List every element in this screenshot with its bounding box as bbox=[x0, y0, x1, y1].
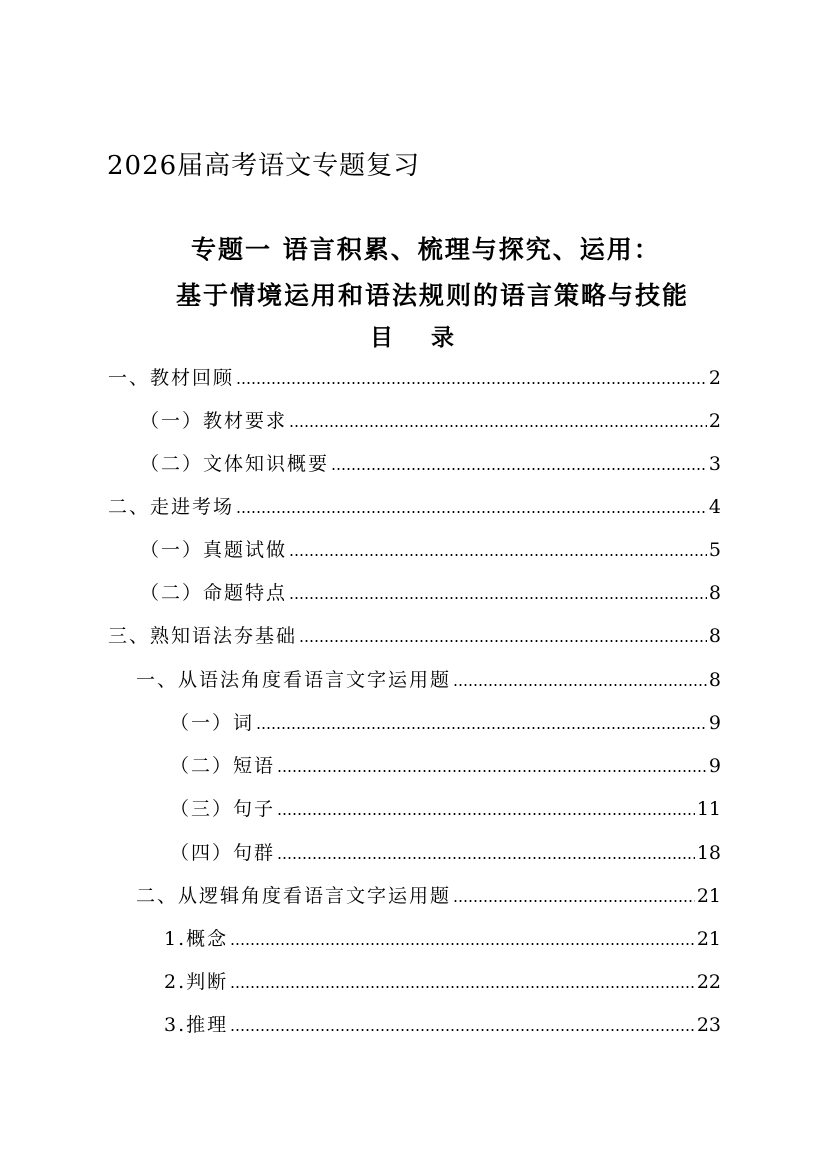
toc-entry-page: 9 bbox=[708, 712, 721, 734]
toc-entry-page: 9 bbox=[708, 755, 721, 777]
toc-entry[interactable] bbox=[108, 494, 721, 520]
toc-entry[interactable] bbox=[140, 451, 721, 477]
toc-entry-label: （一）词 bbox=[170, 712, 255, 734]
toc-entry-page: 8 bbox=[708, 625, 721, 647]
toc-entry-label: 2.判断 bbox=[164, 971, 229, 993]
toc-leader-dots bbox=[236, 510, 707, 514]
toc-leader-dots bbox=[277, 812, 695, 816]
toc-heading-left: 目 bbox=[370, 324, 395, 351]
toc-entry-page: 5 bbox=[708, 539, 721, 561]
toc-entry-label: （三）句子 bbox=[170, 798, 276, 820]
topic-title-line-2: 基于情境运用和语法规则的语言策略与技能 bbox=[176, 281, 690, 310]
toc-entry-page: 8 bbox=[708, 669, 721, 691]
toc-leader-dots bbox=[277, 769, 707, 773]
toc-heading-right: 录 bbox=[431, 324, 456, 351]
toc-entry-page: 21 bbox=[696, 885, 721, 907]
toc-entry-page: 4 bbox=[708, 496, 721, 518]
toc-entry[interactable] bbox=[136, 883, 721, 909]
toc-entry[interactable] bbox=[164, 969, 721, 995]
toc-entry[interactable] bbox=[170, 710, 721, 736]
toc-entry-page: 11 bbox=[696, 798, 721, 820]
toc-leader-dots bbox=[230, 942, 695, 946]
toc-entry-page: 2 bbox=[708, 410, 721, 432]
toc-entry[interactable] bbox=[170, 796, 721, 822]
topic-title-line-1: 专题一 语言积累、梳理与探究、运用： bbox=[191, 235, 661, 264]
toc-entry-page: 3 bbox=[708, 453, 721, 475]
toc-leader-dots bbox=[236, 381, 707, 385]
toc-entry-label: 三、熟知语法夯基础 bbox=[108, 625, 298, 647]
toc-entry-label: （二）文体知识概要 bbox=[140, 453, 330, 475]
toc-entry[interactable] bbox=[164, 1012, 721, 1038]
toc-entry[interactable] bbox=[140, 408, 721, 434]
toc-entry-page: 21 bbox=[696, 928, 721, 950]
toc-entry-label: （一）教材要求 bbox=[140, 410, 288, 432]
toc-entry[interactable] bbox=[140, 580, 721, 606]
toc-leader-dots bbox=[289, 553, 707, 557]
toc-entry-label: （二）命题特点 bbox=[140, 582, 288, 604]
toc-leader-dots bbox=[299, 639, 707, 643]
toc-entry[interactable] bbox=[170, 840, 721, 866]
toc-entry-label: 一、从语法角度看语言文字运用题 bbox=[136, 669, 452, 691]
toc-entry-label: 一、教材回顾 bbox=[108, 367, 235, 389]
toc-entry[interactable] bbox=[170, 753, 721, 779]
toc-leader-dots bbox=[230, 1028, 695, 1032]
toc-leader-dots bbox=[230, 985, 695, 989]
toc-entry-page: 8 bbox=[708, 582, 721, 604]
toc-entry-label: 二、从逻辑角度看语言文字运用题 bbox=[136, 885, 452, 907]
toc-leader-dots bbox=[289, 424, 707, 428]
toc-entry-page: 22 bbox=[696, 971, 721, 993]
toc-entry[interactable] bbox=[108, 623, 721, 649]
toc-entry-label: （四）句群 bbox=[170, 842, 276, 864]
toc-entry-label: 1.概念 bbox=[164, 928, 229, 950]
toc-leader-dots bbox=[453, 899, 695, 903]
toc-entry-label: 3.推理 bbox=[164, 1014, 229, 1036]
toc-entry[interactable] bbox=[164, 926, 721, 952]
toc-entry-label: （一）真题试做 bbox=[140, 539, 288, 561]
toc-entry[interactable] bbox=[140, 537, 721, 563]
toc-entry-page: 23 bbox=[696, 1014, 721, 1036]
toc-leader-dots bbox=[289, 596, 707, 600]
toc-entry[interactable] bbox=[108, 365, 721, 391]
toc-leader-dots bbox=[453, 683, 707, 687]
toc-entry-label: （二）短语 bbox=[170, 755, 276, 777]
toc-leader-dots bbox=[277, 856, 695, 860]
toc-entry-page: 18 bbox=[696, 842, 721, 864]
toc-entry-page: 2 bbox=[708, 367, 721, 389]
toc-leader-dots bbox=[256, 726, 707, 730]
document-title: 2026届高考语文专题复习 bbox=[107, 151, 421, 181]
toc-leader-dots bbox=[331, 467, 707, 471]
toc-entry-label: 二、走进考场 bbox=[108, 496, 235, 518]
toc-entry[interactable] bbox=[136, 667, 721, 693]
